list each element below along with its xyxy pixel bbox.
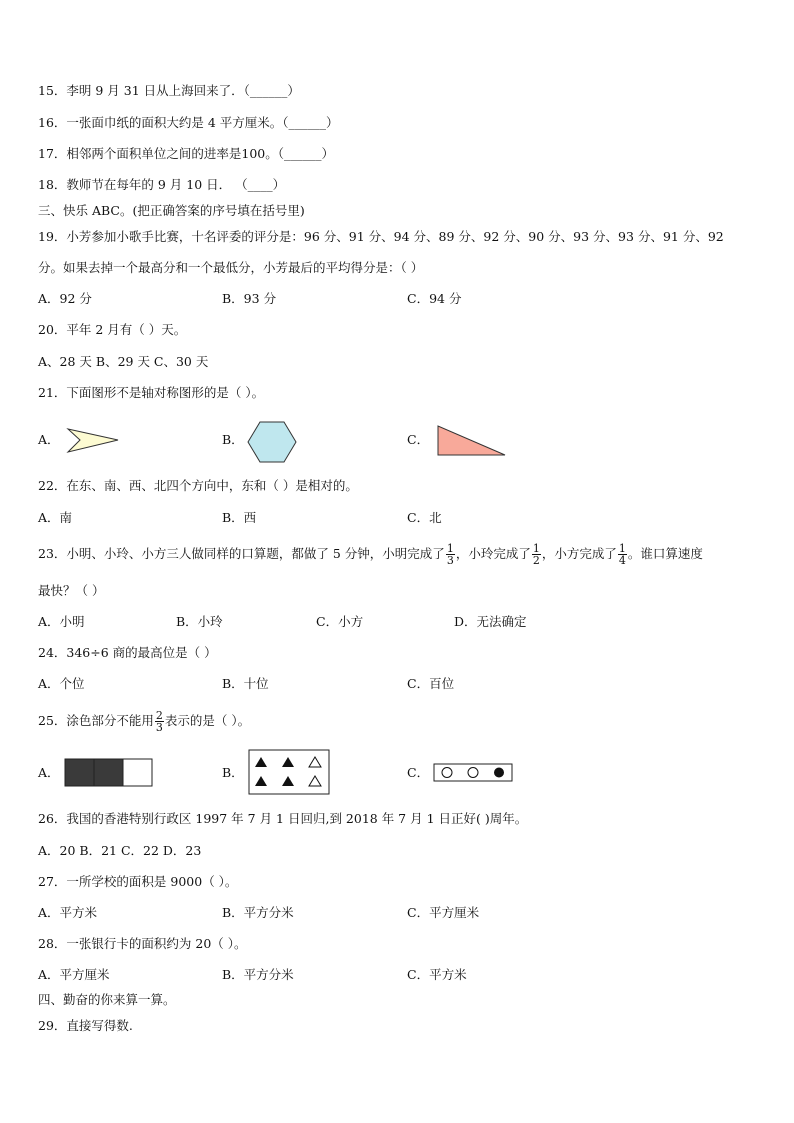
question-19-line-1: 19．小芳参加小歌手比赛，十名评委的评分是：96 分、91 分、94 分、89 分、92 分、90 分、93 分、93 分、91 分、92 xyxy=(38,229,724,244)
q28-option-c: C．平方米 xyxy=(407,967,467,982)
q21-option-a-label: A． xyxy=(38,432,60,447)
q28-option-b: B．平方分米 xyxy=(222,967,294,982)
q23-text-3: ，小方完成了 xyxy=(541,546,617,561)
fraction-one-quarter: $\frac{1}{4}$ xyxy=(618,542,626,567)
q26-options: A．20 B．21 C．22 D．23 xyxy=(38,843,202,858)
question-21: 21．下面图形不是轴对称图形的是（ ）。 xyxy=(38,385,265,400)
q23-text-4: 。谁口算速度 xyxy=(627,546,703,561)
section-3-heading: 三、快乐 ABC。(把正确答案的序号填在括号里) xyxy=(38,203,305,218)
circles-box-figure xyxy=(433,763,513,782)
q19-option-a: A．92 分 xyxy=(38,291,92,306)
fraction-one-half: $\frac{1}{2}$ xyxy=(532,542,540,567)
q25-option-c-label: C． xyxy=(407,765,430,780)
q22-option-a: A．南 xyxy=(38,510,73,525)
q24-option-a: A．个位 xyxy=(38,676,85,691)
question-24: 24．346÷6 商的最高位是（ ） xyxy=(38,645,217,660)
q21-option-b-label: B． xyxy=(222,432,244,447)
q21-option-c-label: C． xyxy=(407,432,430,447)
section-4-heading: 四、勤奋的你来算一算。 xyxy=(38,992,176,1007)
question-29: 29．直接写得数. xyxy=(38,1018,133,1033)
q19-option-c: C．94 分 xyxy=(407,291,462,306)
question-28: 28．一张银行卡的面积约为 20（ ）。 xyxy=(38,936,247,951)
q20-options: A、28 天 B、29 天 C、30 天 xyxy=(38,354,209,369)
question-27: 27．一所学校的面积是 9000（ ）。 xyxy=(38,874,238,889)
fraction-one-third: $\frac{1}{3}$ xyxy=(446,542,454,567)
q23-text-2: ，小玲完成了 xyxy=(455,546,531,561)
question-15: 15．李明 9 月 31 日从上海回来了．（______） xyxy=(38,83,300,98)
q25-text-1: 25．涂色部分不能用 xyxy=(38,713,154,728)
right-triangle-figure xyxy=(436,424,508,458)
question-23-line-2: 最快？（ ） xyxy=(38,583,105,598)
q27-option-a: A．平方米 xyxy=(38,905,98,920)
q27-option-c: C．平方厘米 xyxy=(407,905,480,920)
question-16: 16．一张面巾纸的面积大约是 4 平方厘米。（______） xyxy=(38,115,339,130)
q24-option-b: B．十位 xyxy=(222,676,269,691)
q22-option-c: C．北 xyxy=(407,510,442,525)
question-26: 26．我国的香港特别行政区 1997 年 7 月 1 日回归,到 2018 年 7 月 1 日正好( )周年。 xyxy=(38,811,528,826)
q25-option-a-label: A． xyxy=(38,765,60,780)
question-22: 22．在东、南、西、北四个方向中，东和（ ）是相对的。 xyxy=(38,478,358,493)
q22-option-b: B．西 xyxy=(222,510,257,525)
q24-option-c: C．百位 xyxy=(407,676,455,691)
q23-option-c: C．小方 xyxy=(316,614,364,629)
q25-option-b-label: B． xyxy=(222,765,244,780)
q19-option-b: B．93 分 xyxy=(222,291,277,306)
fraction-two-thirds: $\frac{2}{3}$ xyxy=(155,709,163,734)
question-20: 20．平年 2 月有（ ）天。 xyxy=(38,322,187,337)
question-19-line-2: 分。如果去掉一个最高分和一个最低分，小芳最后的平均得分是：（ ） xyxy=(38,260,424,275)
q23-option-d: D．无法确定 xyxy=(454,614,527,629)
hexagon-figure xyxy=(246,420,298,464)
q23-option-a: A．小明 xyxy=(38,614,85,629)
q23-option-b: B．小玲 xyxy=(176,614,223,629)
q25-text-2: 表示的是（ ）。 xyxy=(164,713,251,728)
shaded-bar-figure xyxy=(64,758,154,788)
question-23-line-1 xyxy=(38,537,703,571)
q23-text-1: 23．小明、小玲、小方三人做同样的口算题，都做了 5 分钟，小明完成了 xyxy=(38,546,445,561)
question-25 xyxy=(38,704,250,738)
arrow-shape-figure xyxy=(64,426,122,456)
triangles-box-figure xyxy=(248,749,330,795)
q27-option-b: B．平方分米 xyxy=(222,905,294,920)
question-18: 18．教师节在每年的 9 月 10 日． （____） xyxy=(38,177,286,192)
question-17: 17．相邻两个面积单位之间的进率是100。（______） xyxy=(38,146,335,161)
q28-option-a: A．平方厘米 xyxy=(38,967,110,982)
